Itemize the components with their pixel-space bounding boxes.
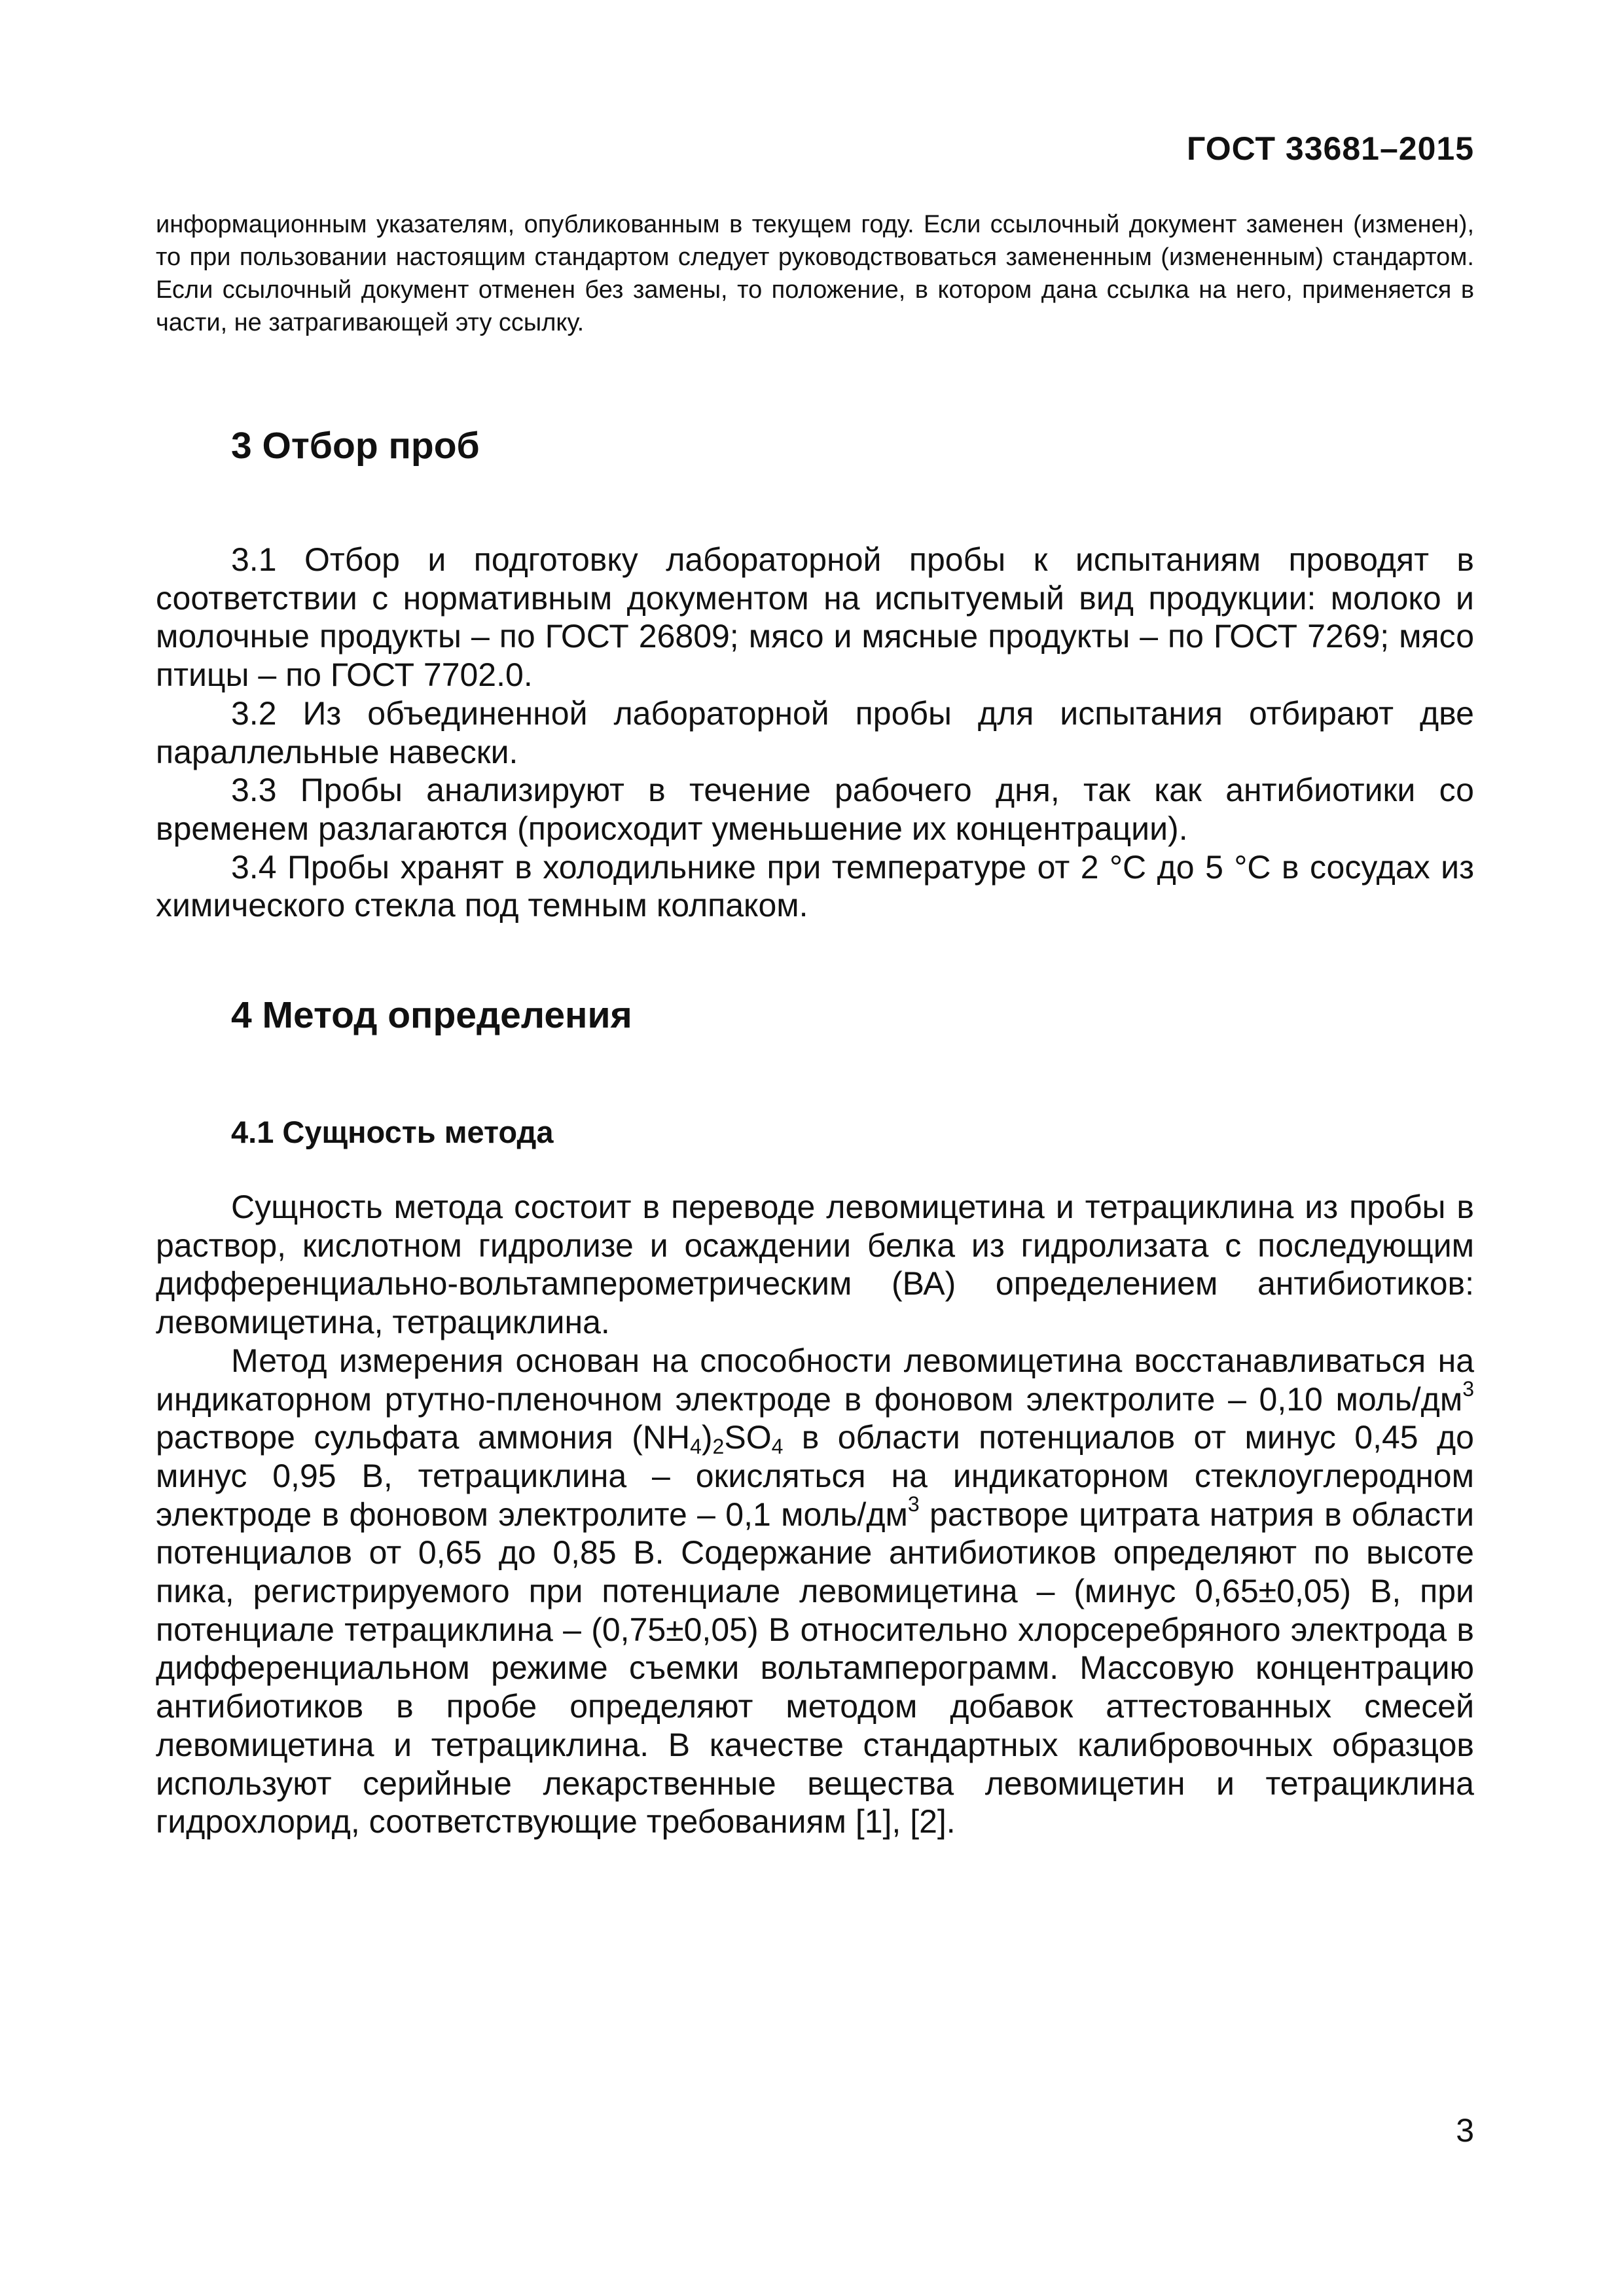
standard-code: ГОСТ 33681–2015	[1187, 130, 1474, 167]
section-3-title: 3 Отбор проб	[231, 425, 480, 467]
section-4-title: 4 Метод определения	[231, 994, 632, 1036]
paragraph-3-2: 3.2 Из объединенной лабораторной пробы для испытания отбирают две параллельные навески.	[156, 694, 1474, 770]
intro-paragraph	[156, 208, 1474, 339]
section-4-body	[156, 1188, 1474, 1841]
paragraph-3-1: 3.1 Отбор и подготовку лабораторной пробы к испытаниям проводят в соответствии с нормативным документом на испытуемый вид продукции: молоко и молочные продукты – по ГОСТ 26809; мясо и мясные продукты – по ГОСТ 7269; мясо птицы – по ГОСТ 7702.0.	[156, 541, 1474, 694]
paragraph-3-4: 3.4 Пробы хранят в холодильнике при температуре от 2 °С до 5 °С в сосудах из химического стекла под темным колпаком.	[156, 848, 1474, 924]
intro-text: информационным указателям, опубликованным в текущем году. Если ссылочный документ заменен (изменен), то при пользовании настоящим стандартом следует руководствоваться замененным (измененным) стандартом. Если ссылочный документ отменен без замены, то положение, в котором дана ссылка на него, применяется в части, не затрагивающей эту ссылку.	[156, 211, 1474, 336]
page-number: 3	[1456, 2112, 1474, 2149]
subsection-4-1-title: 4.1 Сущность метода	[231, 1115, 554, 1149]
paragraph-3-3: 3.3 Пробы анализируют в течение рабочего дня, так как антибиотики со временем разлагаются (происходит уменьшение их концентрации).	[156, 772, 1474, 847]
section-3-body	[156, 541, 1474, 925]
method-essence-paragraph: Сущность метода состоит в переводе левомицетина и тетрациклина из пробы в раствор, кислотном гидролизе и осаждении белка из гидролизата с последующим дифференциально-вольтамперометрическим (ВА) определением антибиотиков: левомицетина, тетрациклина.	[156, 1189, 1474, 1341]
measurement-method-paragraph: Метод измерения основан на способности левомицетина восстанавливаться на индикаторном ртутно-пленочном электроде в фоновом электролите – 0,10 моль/$дм^3$ растворе сульфата аммония $(NH_4)_2SO_4$ в области потенциалов от минус 0,45 до минус 0,95 В, тетрациклина – окисляться на индикаторном стеклоуглеродном электроде в фоновом электролите – 0,1 моль/$дм^3$ растворе цитрата натрия в области потенциалов от 0,65 до 0,85 В. Содержание антибиотиков определяют по высоте пика, регистрируемого при потенциале левомицетина – (минус 0,65±0,05) В, при потенциале тетрациклина – (0,75±0,05) В относительно хлорсеребряного электрода в дифференциальном режиме съемки вольтамперограмм. Массовую концентрацию антибиотиков в пробе определяют методом добавок аттестованных смесей левомицетина и тетрациклина. В качестве стандартных калибровочных образцов используют серийные лекарственные вещества левомицетин и тетрациклина гидрохлорид, соответствующие требованиям [1], [2].	[156, 1342, 1475, 1840]
